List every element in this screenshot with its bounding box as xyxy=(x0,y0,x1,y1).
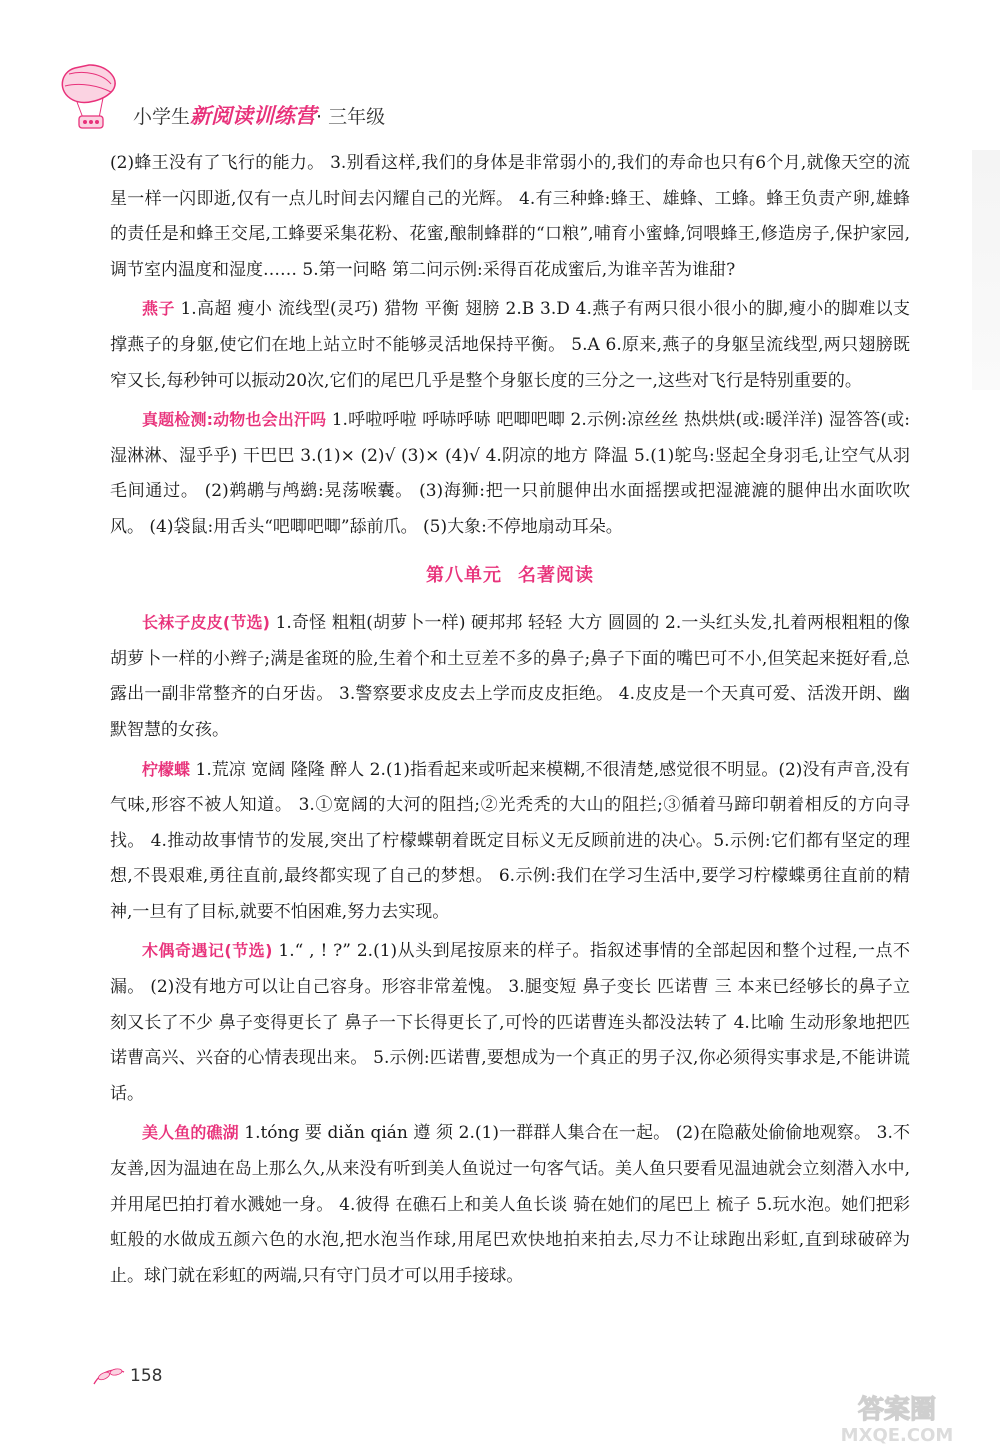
answer-paragraph xyxy=(110,402,910,545)
svg-text:答案圈: 答案圈 xyxy=(857,1395,937,1425)
unit-name: 名著阅读 xyxy=(518,564,594,586)
hot-air-balloon-icon xyxy=(55,60,135,140)
section-label: 柠檬蝶 xyxy=(142,759,191,779)
svg-text:MXQE.COM: MXQE.COM xyxy=(840,1425,954,1446)
title-prefix: 小学生 xyxy=(133,106,191,128)
page-header xyxy=(55,60,475,140)
answer-text: 1.荒凉 宽阔 隆隆 醉人 2.(1)指看起来或听起来模糊,不很清楚,感觉很不明显。(2)没有声音,没有气味,形容不被人知道。 3.①宽阔的大河的阻挡;②光秃秃的大山的阻拦;③循着马蹄印朝着相反的方向寻找。 4.推动故事情节的发展,突出了柠檬蝶朝着既定目标义无反顾前进的决心。5.示例:它们都有坚定的理想,不畏艰难,勇往直前,最终都实现了自己的梦想。 6.示例:我们在学习生活中,要学习柠檬蝶勇往直前的精神,一旦有了目标,就要不怕困难,努力去实现。 xyxy=(110,759,910,922)
answer-paragraph xyxy=(110,752,910,931)
title-suffix: · 三年级 xyxy=(316,106,386,128)
answer-text: 1.高超 瘦小 流线型(灵巧) 猎物 平衡 翅膀 2.B 3.D 4.燕子有两只很小很小的脚,瘦小的脚难以支撑燕子的身躯,使它们在地上站立时不能够灵活地保持平衡。 5.A 6.原来,燕子的身躯呈流线型,两只翅膀既窄又长,每秒钟可以振动20次,它们的尾巴几乎是整个身躯长度的三分之一,这些对飞行是特别重要的。 xyxy=(110,299,910,391)
page-number: 158 xyxy=(130,1366,163,1386)
answer-text: 1.tóng 要 diǎn qián 遵 须 2.(1)一群群人集合在一起。 (2)在隐蔽处偷偷地观察。 3.不友善,因为温迪在岛上那么久,从来没有听到美人鱼说过一句客气话。美人鱼只要看见温迪就会立刻潜入水中,并用尾巴拍打着水溅她一身。 4.彼得 在礁石上和美人鱼长谈 骑在她们的尾巴上 梳子 5.玩水泡。她们把彩虹般的水做成五颜六色的水泡,把水泡当作球,用尾巴欢快地拍来拍去,尽力不让球跑出彩虹,直到球破碎为止。球门就在彩虹的两端,只有守门员才可以用手接球。 xyxy=(110,1123,910,1286)
section-label: 真题检测:动物也会出汗吗 xyxy=(142,410,327,430)
answer-text: 1.“ , ! ?” 2.(1)从头到尾按原来的样子。指叙述事情的全部起因和整个过程,一点不漏。 (2)没有地方可以让自己容身。形容非常羞愧。 3.腿变短 鼻子变长 匹诺曹 三 本来已经够长的鼻子立刻又长了不少 鼻子变得更长了 鼻子一下长得更长了,可怜的匹诺曹连头都没法转了 4.比喻 生动形象地把匹诺曹高兴、兴奋的心情表现出来。 5.示例:匹诺曹,要想成为一个真正的男子汉,你必须得实事求是,不能讲谎话。 xyxy=(110,941,910,1104)
flower-icon xyxy=(92,1364,126,1388)
answer-text: 1.奇怪 粗粗(胡萝卜一样) 硬邦邦 轻轻 大方 圆圆的 2.一头红头发,扎着两根粗粗的像胡萝卜一样的小辫子;满是雀斑的脸,生着个和土豆差不多的鼻子;鼻子下面的嘴巴可不小,但笑起来挺好看,总露出一副非常整齐的白牙齿。 3.警察要求皮皮去上学而皮皮拒绝。 4.皮皮是一个天真可爱、活泼开朗、幽默智慧的女孩。 xyxy=(110,613,910,740)
answer-content xyxy=(110,146,910,1294)
watermark-logo-icon xyxy=(802,1388,992,1446)
section-label: 木偶奇遇记(节选) xyxy=(142,941,273,961)
unit-title xyxy=(110,558,910,594)
unit-number: 第八单元 xyxy=(426,564,502,586)
answer-paragraph xyxy=(110,605,910,748)
section-label: 长袜子皮皮(节选) xyxy=(142,613,270,633)
side-decoration xyxy=(972,150,1000,390)
title-brand: 新阅读训练营 xyxy=(190,104,317,128)
section-label: 燕子 xyxy=(142,299,175,319)
answer-text: (2)蜂王没有了飞行的能力。 3.别看这样,我们的身体是非常弱小的,我们的寿命也只有6个月,就像天空的流星一样一闪即逝,仅有一点儿时间去闪耀自己的光辉。 4.有三种蜂:蜂王、雄蜂、工蜂。蜂王负责产卵,雄蜂的责任是和蜂王交尾,工蜂要采集花粉、花蜜,酿制蜂群的“口粮”,哺育小蜜蜂,饲喂蜂王,修造房子,保护家园,调节室内温度和湿度…… 5.第一问略 第二问示例:采得百花成蜜后,为谁辛苦为谁甜? xyxy=(110,153,910,280)
answer-paragraph xyxy=(110,291,910,399)
book-title xyxy=(133,100,385,130)
answer-paragraph xyxy=(110,1115,910,1294)
answer-paragraph xyxy=(110,146,910,288)
answer-text: 1.呼啦呼啦 呼哧呼哧 吧唧吧唧 2.示例:凉丝丝 热烘烘(或:暖洋洋) 湿答答(或:湿淋淋、湿乎乎) 干巴巴 3.(1)× (2)√ (3)× (4)√ 4.阴凉的地方 降温 5.(1)鸵鸟:竖起全身羽毛,让空气从羽毛间通过。 (2)鹈鹕与鸬鹚:晃荡喉囊。 (3)海狮:把一只前腿伸出水面摇摆或把湿漉漉的腿伸出水面吹吹风。 (4)袋鼠:用舌头“吧唧吧唧”舔前爪。 (5)大象:不停地扇动耳朵。 xyxy=(110,410,911,537)
answer-paragraph xyxy=(110,933,910,1112)
section-label: 美人鱼的礁湖 xyxy=(142,1123,239,1143)
